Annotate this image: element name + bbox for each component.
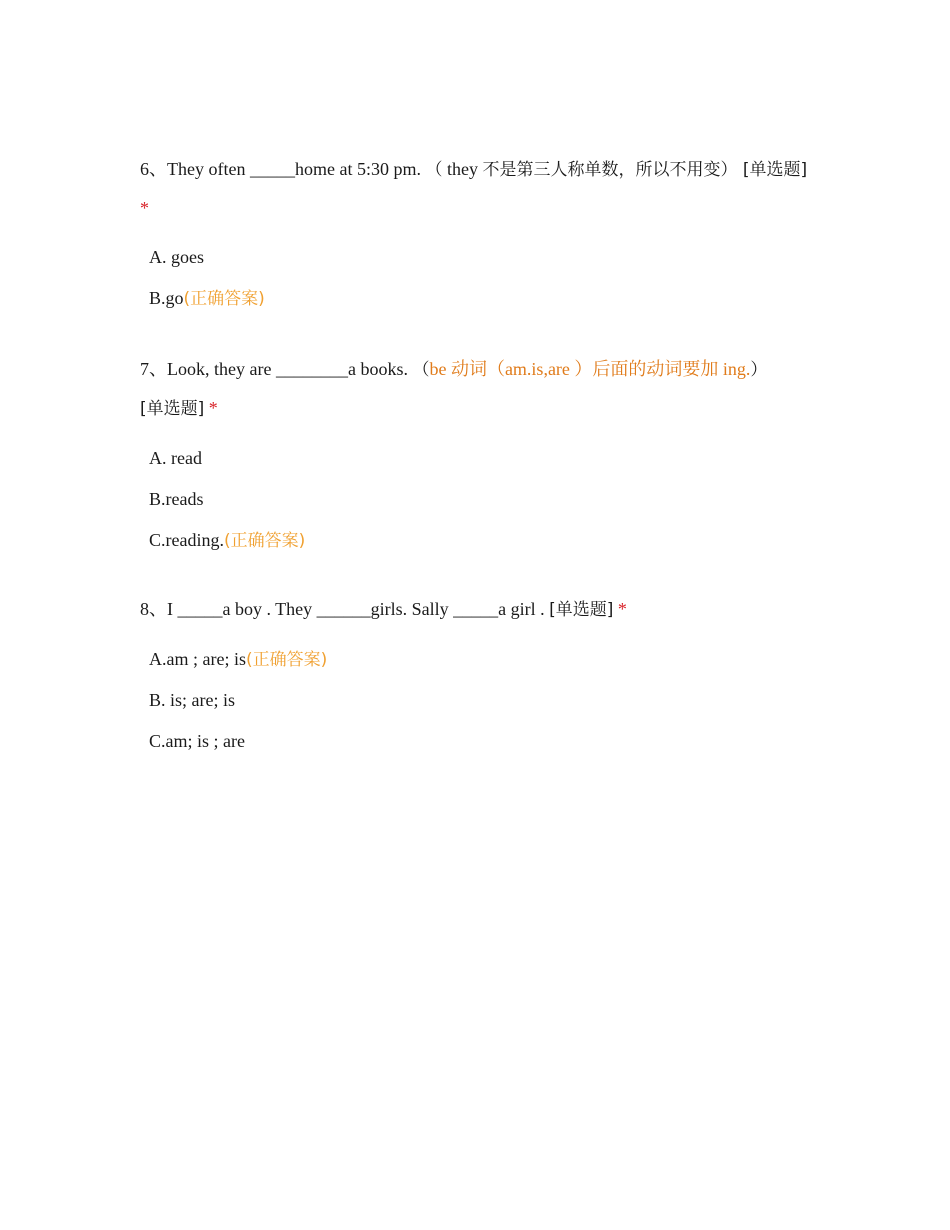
required-marker: *: [140, 198, 149, 218]
question-type: [单选题]: [140, 399, 205, 419]
option-text: C.reading.: [149, 530, 224, 550]
question-type: [单选题]: [737, 160, 808, 180]
question-title: [140, 590, 820, 629]
option-text: B.reads: [149, 489, 204, 509]
hint-chinese: 不是第三人称单数，所以不用变）: [482, 160, 738, 180]
question-stem: I _____a boy . They ______girls. Sally _____a girl .: [167, 599, 550, 619]
hint-open: （: [425, 160, 443, 180]
question-8: [140, 590, 820, 762]
option-text: A. goes: [149, 247, 204, 267]
question-stem: Look, they are ________a books.: [167, 359, 413, 379]
correct-answer-label: (正确答案): [245, 650, 328, 670]
option-a[interactable]: [149, 237, 820, 278]
question-7: [140, 350, 820, 561]
question-number: 8、: [140, 599, 167, 619]
options-list: [140, 639, 820, 762]
question-6: [140, 150, 820, 319]
question-title: [140, 350, 820, 428]
option-b[interactable]: [149, 278, 820, 319]
hint-body: be 动词（am.is,are ）后面的动词要加 ing.: [429, 359, 751, 379]
option-text: A. read: [149, 448, 202, 468]
required-marker: *: [613, 599, 627, 619]
hint-english: they: [442, 159, 483, 179]
option-text: B. is; are; is: [149, 690, 235, 710]
question-type: [单选题]: [549, 600, 614, 620]
correct-answer-label: (正确答案): [183, 289, 265, 309]
option-c[interactable]: [149, 520, 820, 561]
correct-answer-label: (正确答案): [223, 531, 306, 551]
hint-open: （: [412, 360, 430, 380]
hint-close: ）: [750, 360, 768, 380]
option-a[interactable]: [149, 639, 820, 680]
question-number: 6、: [140, 159, 167, 179]
option-b[interactable]: [149, 680, 820, 721]
option-text: A.am ; are; is: [149, 649, 246, 669]
required-marker: *: [204, 398, 218, 418]
option-b[interactable]: [149, 479, 820, 520]
option-text: B.go: [149, 288, 184, 308]
question-number: 7、: [140, 359, 167, 379]
question-stem: They often _____home at 5:30 pm.: [167, 159, 426, 179]
option-c[interactable]: [149, 721, 820, 762]
options-list: [140, 438, 820, 561]
option-a[interactable]: [149, 438, 820, 479]
option-text: C.am; is ; are: [149, 731, 245, 751]
options-list: [140, 237, 820, 319]
question-title: [140, 150, 820, 227]
